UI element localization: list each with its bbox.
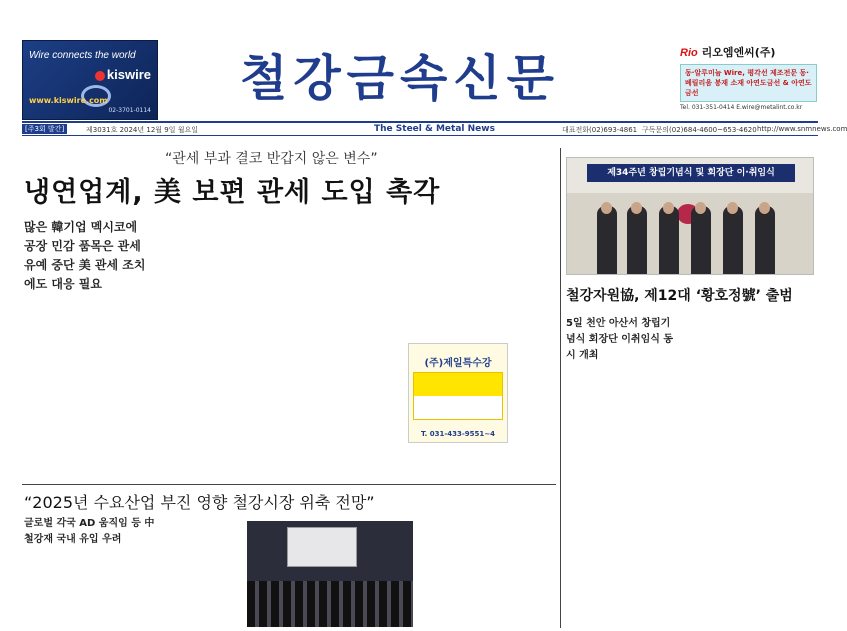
newspaper-title: 철강금속신문 (240, 50, 561, 107)
jeil-special-steel-ad[interactable] (408, 343, 508, 443)
ad-phone: T. 031-433-9551~4 (420, 430, 496, 438)
kiswire-logo-icon (95, 71, 105, 81)
seminar-photo (247, 521, 413, 627)
story2-lead: 5일 천안 아산서 창립기념식 회장단 이취임식 동시 개최 (566, 318, 674, 361)
person-head (727, 202, 738, 214)
ad-contact: Tel. 031-351-0414 E.wire@metalint.co.kr (680, 104, 803, 111)
story2-headline[interactable]: 철강자원協, 제12대 ‘황호정號’ 출범 (566, 288, 793, 304)
story1-headline[interactable]: 냉연업계, 美 보편 관세 도입 촉각 (24, 177, 441, 208)
story1-lead: 많은 韓기업 멕시코에 공장 민감 품목은 관세 유예 중단 美 관세 조치에도 대응 필요 (24, 220, 146, 291)
person-head (601, 202, 612, 214)
story3-headline[interactable]: “2025년 수요산업 부진 영향 철강시장 위축 전망” (24, 493, 375, 512)
person (723, 206, 743, 274)
main-phone: 대표전화(02)693-4861 (562, 126, 638, 134)
story3-body-col1 (24, 560, 164, 626)
presentation-screen (287, 527, 357, 567)
column-divider (560, 148, 561, 628)
photo-banner: 제34주년 창립기념식 및 회장단 이·취임식 (587, 164, 795, 182)
story1-body-col2 (160, 218, 288, 480)
ad-brand: Rio 리오엠엔씨(주) (680, 46, 776, 59)
story1-body-col1 (24, 285, 152, 480)
subscription-phone: 구독문의(02)684-4600~653-4620 (642, 126, 757, 134)
story3-body-col2 (170, 521, 240, 626)
rio-logo-icon: Rio (680, 47, 698, 59)
ad-products: 동·알루미늄 Wire, 평각선 제조전문 동·베릴리움 봉재 소재 아연도금선 & 아연도금선 (680, 64, 817, 102)
ad-brand: kiswire (95, 67, 151, 82)
person (597, 206, 617, 274)
ad-phone: 02-3701-0114 (108, 107, 151, 114)
person-head (695, 202, 706, 214)
story1-subhead: “관세 부과 결코 반갑지 않은 변수” (165, 151, 378, 167)
ad-slogan: Wire connects the world (29, 50, 136, 61)
story2-body-col1 (566, 352, 678, 622)
audience-crowd (247, 581, 413, 627)
person (755, 206, 775, 274)
person-head (631, 202, 642, 214)
ad-brand: (주)제일특수강 (424, 358, 492, 369)
issue-number-date: 제3031호 2024년 12월 9일 월요일 (86, 126, 198, 134)
section-divider (22, 484, 556, 485)
story1-body-col3 (296, 218, 424, 480)
publish-frequency: [주3회 발간] (22, 124, 67, 134)
person-head (759, 202, 770, 214)
website-url[interactable]: http://www.snmnews.com (757, 125, 847, 133)
issue-info-bar (22, 121, 847, 136)
person (691, 206, 711, 274)
story2-body-col2 (686, 316, 814, 622)
anniversary-photo (566, 157, 814, 275)
english-title: The Steel & Metal News (374, 124, 495, 134)
story3-lead: 글로벌 각국 AD 움직임 등 中 철강재 국내 유입 우려 (24, 518, 155, 545)
ad-website: www.kiswire.com (29, 96, 108, 105)
person (659, 206, 679, 274)
rio-mnc-ad[interactable] (680, 44, 817, 120)
person (627, 206, 647, 274)
person-head (663, 202, 674, 214)
product-chart-graphic (413, 372, 503, 420)
kiswire-ad[interactable] (22, 40, 158, 120)
story1-body-col4 (430, 218, 554, 338)
story3-body-col3 (420, 490, 554, 626)
